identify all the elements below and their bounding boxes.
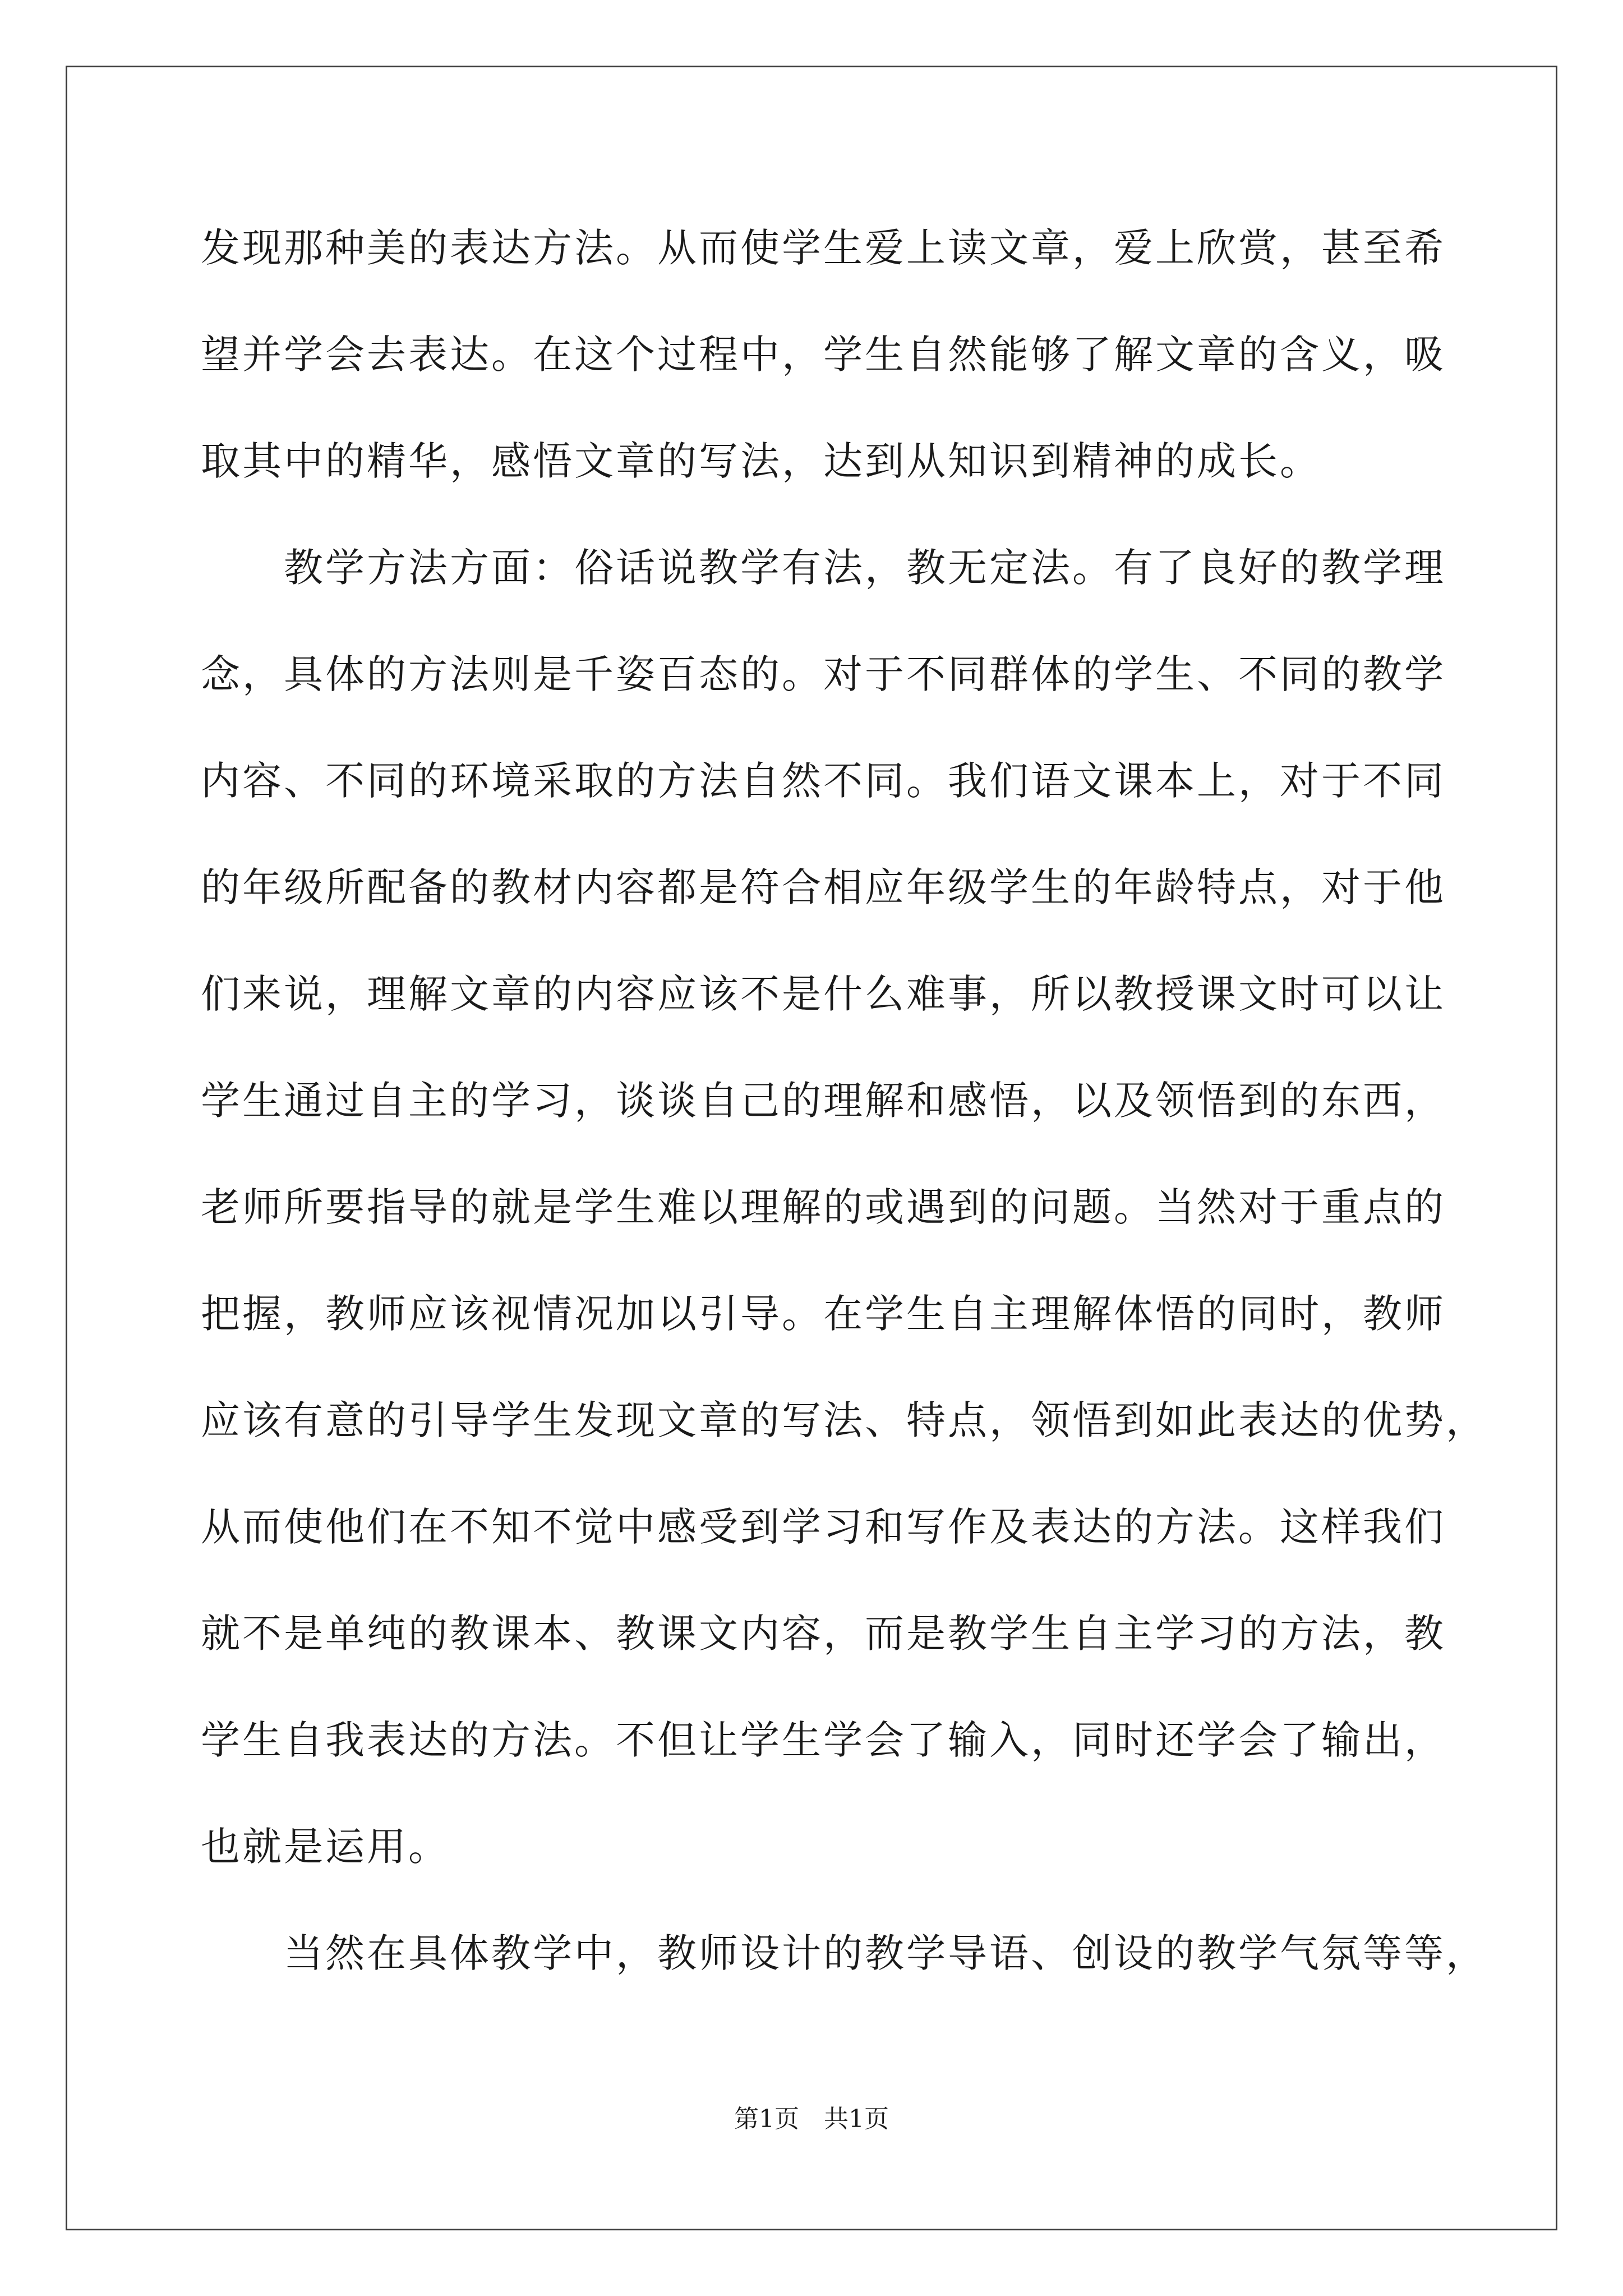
- page-border: [66, 66, 1557, 2230]
- body-text-line: 念，具体的方法则是千姿百态的。对于不同群体的学生、不同的教学: [201, 651, 1446, 697]
- body-text-line: 学生自我表达的方法。不但让学生学会了输入，同时还学会了输出，: [201, 1717, 1446, 1763]
- body-text-line: 内容、不同的环境采取的方法自然不同。我们语文课本上，对于不同: [201, 758, 1446, 804]
- body-text-line: 当然在具体教学中，教师设计的教学导语、创设的教学气氛等等，: [201, 1930, 1487, 1976]
- body-text-line: 把握，教师应该视情况加以引导。在学生自主理解体悟的同时，教师: [201, 1291, 1446, 1337]
- body-text-line: 们来说，理解文章的内容应该不是什么难事，所以教授课文时可以让: [201, 971, 1446, 1017]
- body-text-line: 也就是运用。: [201, 1824, 450, 1870]
- body-text-line: 学生通过自主的学习，谈谈自己的理解和感悟，以及领悟到的东西，: [201, 1078, 1446, 1124]
- body-text-line: 从而使他们在不知不觉中感受到学习和写作及表达的方法。这样我们: [201, 1504, 1446, 1550]
- body-text-line: 应该有意的引导学生发现文章的写法、特点，领悟到如此表达的优势，: [201, 1397, 1487, 1443]
- body-text-line: 望并学会去表达。在这个过程中，学生自然能够了解文章的含义，吸: [201, 332, 1446, 378]
- body-text-line: 老师所要指导的就是学生难以理解的或遇到的问题。当然对于重点的: [201, 1184, 1446, 1230]
- body-text-line: 取其中的精华，感悟文章的写法，达到从知识到精神的成长。: [201, 438, 1321, 484]
- body-text-line: 发现那种美的表达方法。从而使学生爱上读文章，爱上欣赏，甚至希: [201, 225, 1446, 271]
- body-text-line: 的年级所配备的教材内容都是符合相应年级学生的年龄特点，对于他: [201, 864, 1446, 910]
- page-footer: 第1页 共1页: [734, 2105, 889, 2133]
- body-text-line: 教学方法方面：俗话说教学有法，教无定法。有了良好的教学理: [201, 545, 1446, 591]
- body-text-line: 就不是单纯的教课本、教课文内容，而是教学生自主学习的方法，教: [201, 1611, 1446, 1657]
